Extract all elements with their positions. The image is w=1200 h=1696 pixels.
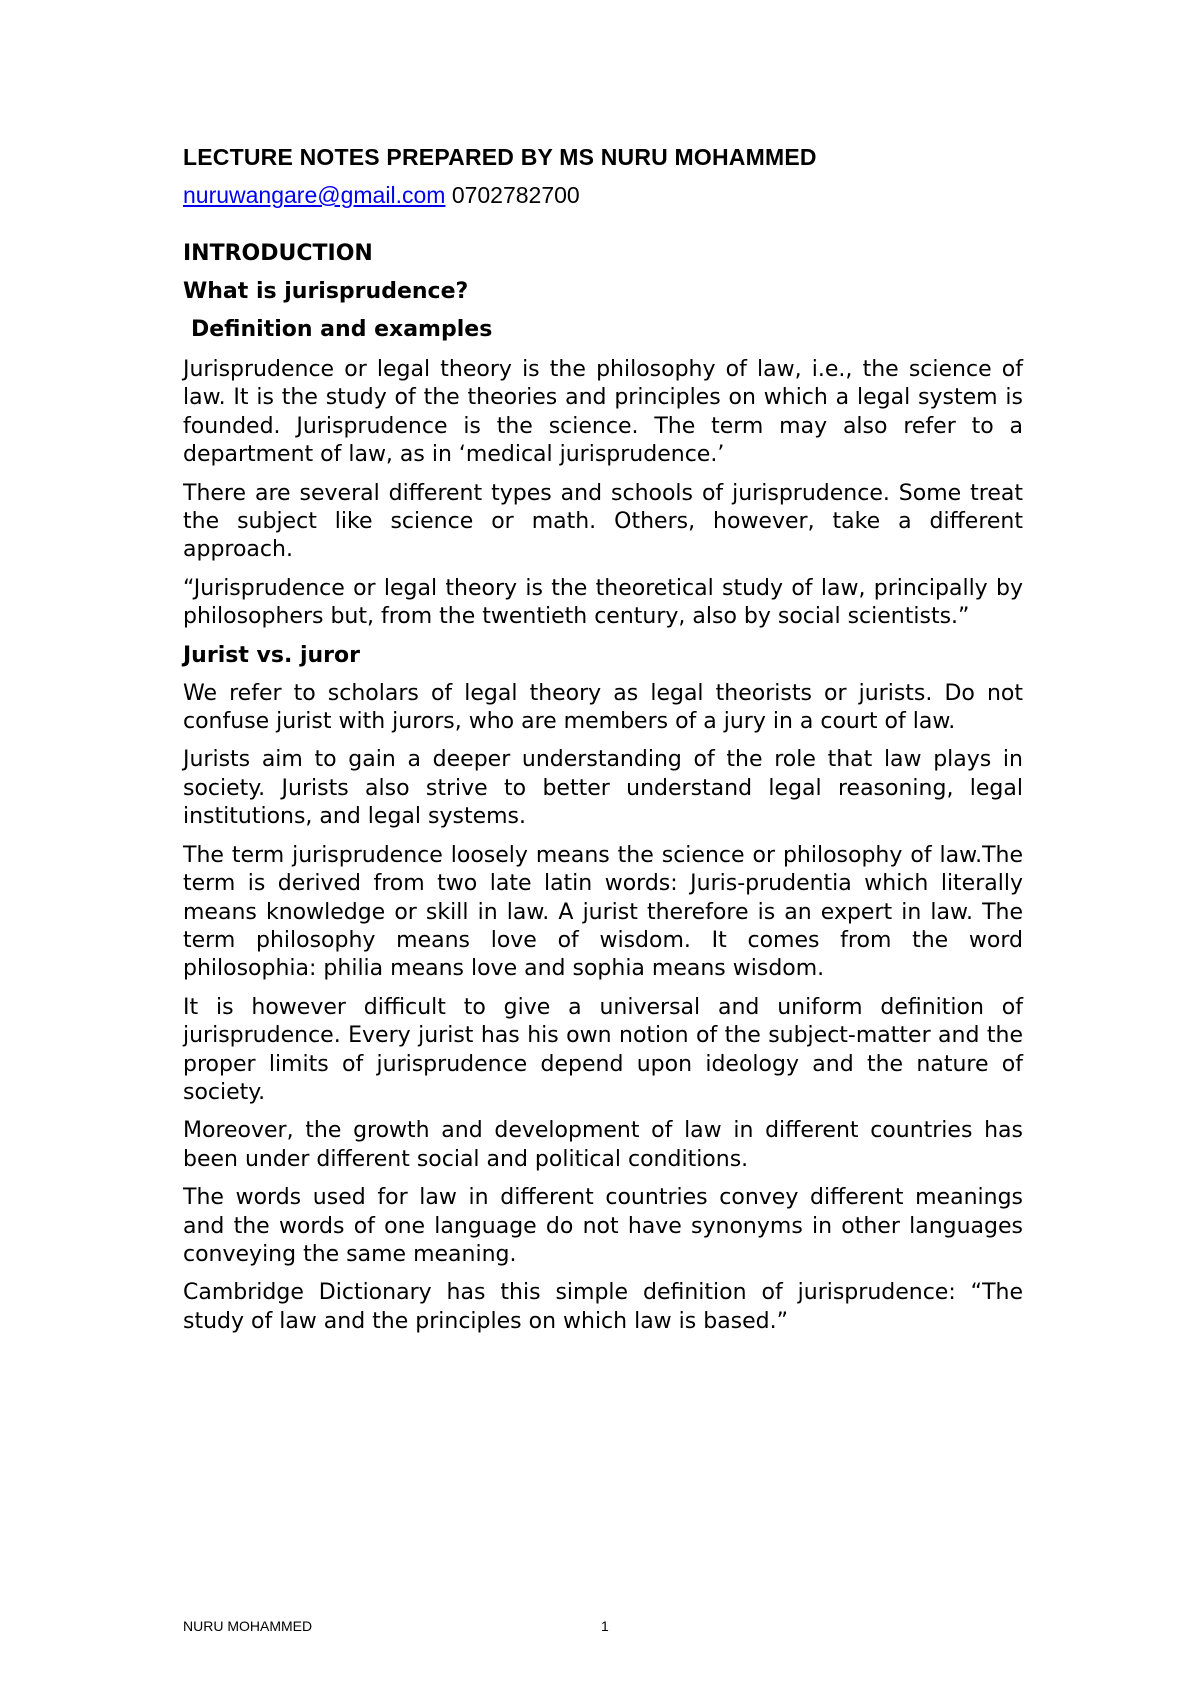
question-heading: What is jurisprudence? xyxy=(183,279,469,304)
jurist-paragraph-4: It is however difficult to give a universal and uniform definition of jurisprudence. Every jurist has his own notion of the subject-matter and the proper limits of jurisprudence depend upon ideology and the nature of society. xyxy=(183,994,1023,1105)
jurist-paragraph-3: The term jurisprudence loosely means the science or philosophy of law.The term is derived from two late latin words: Juris-prudentia which literally means knowledge or skill in law. A jurist therefore is an expert in law. The term philosophy means love of wisdom. It comes from the word philosophia: philia means love and sophia means wisdom. xyxy=(183,842,1023,982)
jurist-paragraph-6: The words used for law in different countries convey different meanings and the words of one language do not have synonyms in other languages conveying the same meaning. xyxy=(183,1185,1023,1267)
document-page xyxy=(183,142,1023,1336)
jurist-paragraph-2: Jurists aim to gain a deeper understanding of the role that law plays in society. Jurists also strive to better understand legal reasoning, legal institutions, and legal systems. xyxy=(183,747,1023,830)
intro-paragraph-2: There are several different types and schools of jurisprudence. Some treat the subject like science or math. Others, however, take a different approach. xyxy=(183,480,1023,563)
jurist-paragraph-7: Cambridge Dictionary has this simple definition of jurisprudence: “The study of law and the principles on which law is based.” xyxy=(183,1280,1023,1334)
document-title: LECTURE NOTES PREPARED BY MS NURU MOHAMMED xyxy=(183,144,817,170)
jurist-heading: Jurist vs. juror xyxy=(183,642,360,668)
jurist-paragraph-5: Moreover, the growth and development of law in different countries has been under different social and political conditions. xyxy=(183,1118,1023,1172)
page-number: 1 xyxy=(601,1618,609,1634)
footer-author: NURU MOHAMMED xyxy=(183,1618,313,1634)
intro-paragraph-1: Jurisprudence or legal theory is the philosophy of law, i.e., the science of law. It is the study of the theories and principles on which a legal system is founded. Jurisprudence is the science. The term may also refer to a department of law, as in ‘medical jurisprudence.’ xyxy=(183,357,1023,468)
intro-paragraph-3: “Jurisprudence or legal theory is the theoretical study of law, principally by philosophers but, from the twentieth century, also by social scientists.” xyxy=(183,575,1023,630)
contact-line xyxy=(183,180,1023,210)
definition-heading: Definition and examples xyxy=(191,317,493,342)
email-link[interactable]: nuruwangare@gmail.com xyxy=(183,182,446,208)
jurist-paragraph-1: We refer to scholars of legal theory as legal theorists or jurists. Do not confuse jurist with jurors, who are members of a jury in a court of law. xyxy=(183,680,1023,735)
phone-number: 0702782700 xyxy=(451,182,580,208)
section-title-introduction: INTRODUCTION xyxy=(183,241,373,266)
